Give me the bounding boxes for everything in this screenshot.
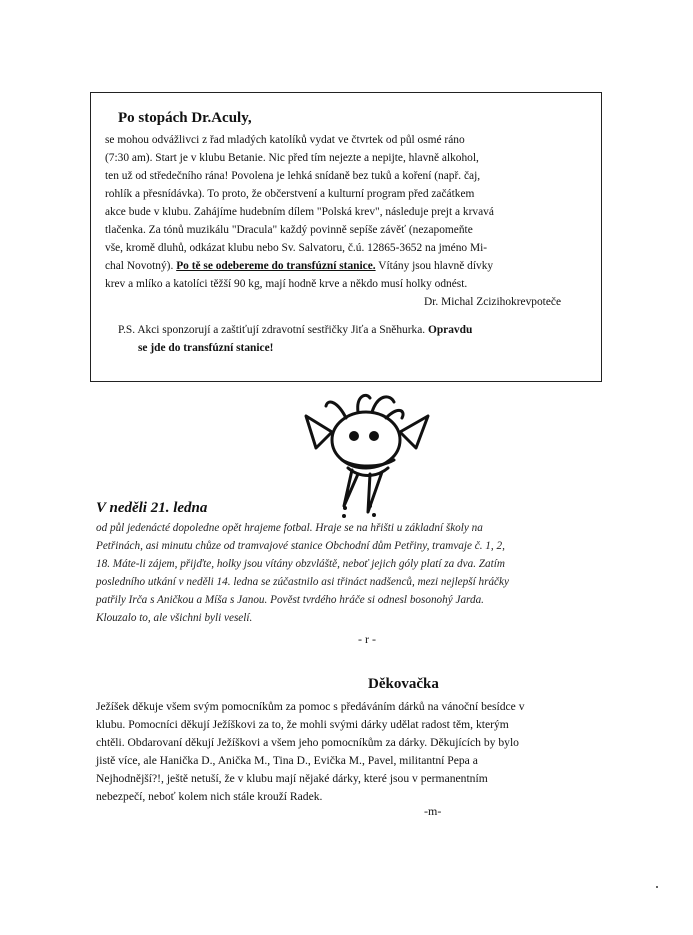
article2-line: Petřinách, asi minutu chůze od tramvajové stanice Obchodní dům Petřiny, tramvaje č. 1, 2, — [96, 540, 505, 552]
vampire-drawing — [298, 388, 438, 523]
article2-title: V neděli 21. ledna — [96, 500, 208, 516]
article2-line: od půl jedenácté dopoledne opět hrajeme fotbal. Hraje se na hřišti u základní školy na — [96, 522, 483, 534]
ps-bold: Opravdu — [427, 324, 473, 336]
article3-line: nebezpečí, neboť kolem nich stále krouží Radek. — [96, 790, 323, 803]
article2-line: 18. Máte-li zájem, přijďte, holky jsou vítány obzvláště, neboť jejich góly platí za dva. Zatím — [96, 558, 505, 570]
box-underlined-text: Po tě se odebereme do transfúzní stanice. — [176, 260, 376, 272]
box-line: vše, kromě dluhů, odkázat klubu nebo Sv. Salvatoru, č.ú. 12865-3652 na jméno Mi- — [105, 242, 488, 254]
scan-speck — [656, 886, 658, 888]
article2-signature: - r - — [358, 632, 376, 646]
article3-signature: -m- — [424, 804, 442, 818]
box-signature: Dr. Michal Zcizihokrevpoteče — [424, 296, 561, 308]
box-line-text: chal Novotný). — [105, 260, 174, 272]
box-ps-line — [118, 324, 472, 336]
box-line: krev a mlíko a katolíci těžší 90 kg, mají hodně krve a někdo musí holky odnést. — [105, 278, 468, 290]
article2-line: Klouzalo to, ale všichni byli veselí. — [96, 612, 253, 624]
article3-line: Nejhodnější?!, ještě netuší, že v klubu mají nějaké dárky, které jsou v permanentním — [96, 772, 488, 785]
box-line: rohlík a přesnídávka). To proto, že občerstvení a kulturní program před začátkem — [105, 188, 475, 200]
article3-line: chtěli. Obdarovaní děkují Ježíškovi a všem jeho pomocníkům za dárky. Děkujících by bylo — [96, 736, 519, 749]
article3-line: Ježíšek děkuje všem svým pomocníkům za pomoc s předáváním dárků na vánoční besídce v — [96, 700, 525, 713]
box-line: tlačenka. Za tónů muzikálu "Dracula" každý povinně sepíše závěť (nezapomeňte — [105, 224, 473, 236]
box-line: ten už od středečního rána! Povolena je lehká snídaně bez tuků a koření (např. čaj, — [105, 170, 481, 182]
box-line: (7:30 am). Start je v klubu Betanie. Nic před tím nejezte a nepijte, hlavně alkohol, — [105, 152, 479, 164]
article3-title: Děkovačka — [368, 676, 439, 692]
box-title: Po stopách Dr.Aculy, — [118, 110, 252, 126]
article2-line: posledního utkání v neděli 14. ledna se zúčastnilo asi třináct nadšenců, mezi nejlepší hráčky — [96, 576, 509, 588]
ps-text: P.S. Akci sponzorují a zaštiťují zdravotní sestřičky Jiťa a Sněhurka. — [118, 324, 426, 336]
box-line — [105, 260, 493, 272]
box-line: se mohou odvážlivci z řad mladých katolíků vydat ve čtvrtek od půl osmé ráno — [105, 134, 465, 146]
article3-line: jistě více, ale Hanička D., Anička M., Tina D., Evička M., Pavel, militantní Pepa a — [96, 754, 478, 767]
box-line: akce bude v klubu. Zahájíme hudebním dílem "Polská krev", následuje prejt a krvavá — [105, 206, 494, 218]
box-ps-line2: se jde do transfúzní stanice! — [138, 342, 274, 354]
box-line-text: Vítány jsou hlavně dívky — [378, 260, 494, 272]
article2-line: patřily Irča s Aničkou a Míša s Janou. Pověst tvrdého hráče si odnesl bosonohý Jarda. — [96, 594, 484, 606]
article3-line: klubu. Pomocníci děkují Ježíškovi za to, že mohli svými dárky udělat radost těm, kterým — [96, 718, 509, 731]
